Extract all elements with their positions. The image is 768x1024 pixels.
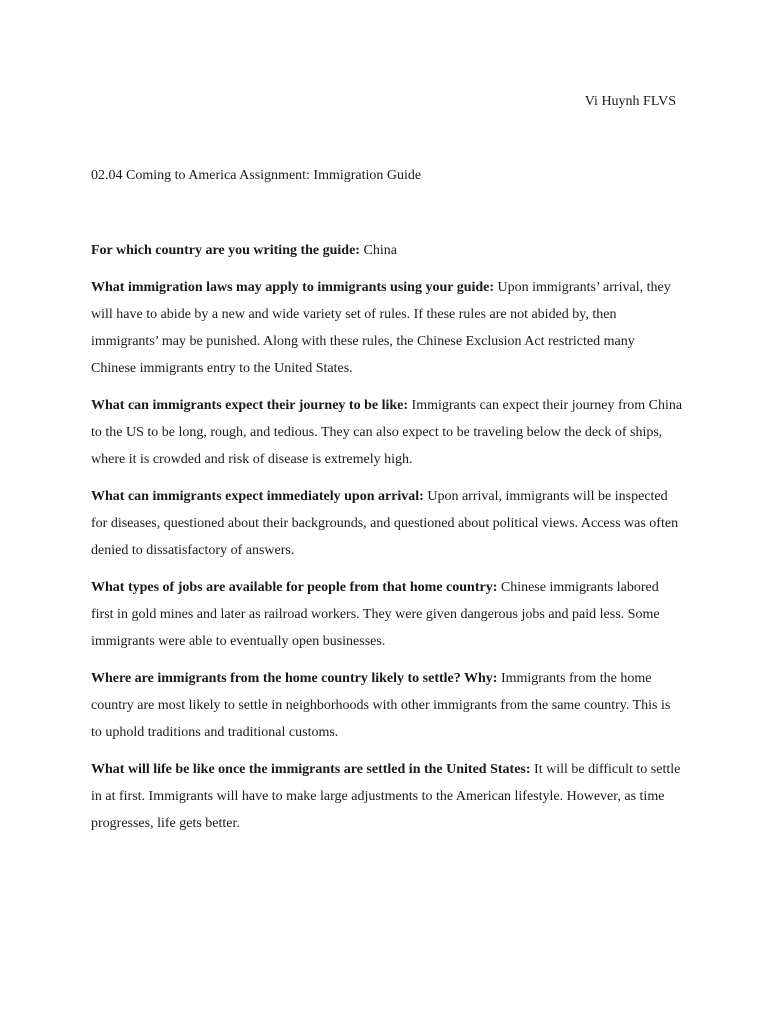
qa-country bbox=[91, 237, 683, 264]
question-text: What can immigrants expect their journey to be like: bbox=[91, 398, 409, 413]
question-text: Where are immigrants from the home country likely to settle? Why: bbox=[91, 671, 498, 686]
answer-text: Upon immigrants’ arrival, they will have to abide by a new and wide variety set of rules. If these rules are not abided by, then immigrants’ may be punished. Along with these rules, the Chinese Exclusion Act restricted many Chinese immigrants entry to the United States. bbox=[91, 280, 671, 376]
assignment-title: 02.04 Coming to America Assignment: Immigration Guide bbox=[91, 168, 422, 183]
qa-journey bbox=[91, 392, 683, 473]
qa-jobs bbox=[91, 574, 683, 655]
answer-text: Upon arrival, immigrants will be inspected for diseases, questioned about their backgrounds, and questioned about political views. Access was often denied to dissatisfactory of answers. bbox=[91, 489, 679, 558]
author-line: Vi Huynh FLVS bbox=[584, 94, 676, 109]
qa-settlement bbox=[91, 665, 683, 746]
answer-text: Immigrants can expect their journey from China to the US to be long, rough, and tedious. They can also expect to be traveling below the deck of ships, where it is crowded and risk of disease is extremely high. bbox=[91, 398, 683, 467]
qa-immigration-laws bbox=[91, 274, 683, 382]
qa-list bbox=[91, 237, 683, 847]
question-text: What immigration laws may apply to immigrants using your guide: bbox=[91, 280, 495, 295]
answer-text: Immigrants from the home country are most likely to settle in neighborhoods with other immigrants from the same country. This is to uphold traditions and traditional customs. bbox=[91, 671, 671, 740]
qa-arrival bbox=[91, 483, 683, 564]
question-text: What types of jobs are available for people from that home country: bbox=[91, 580, 498, 595]
qa-life-settled bbox=[91, 756, 683, 837]
question-text: What will life be like once the immigrants are settled in the United States: bbox=[91, 762, 531, 777]
question-text: What can immigrants expect immediately upon arrival: bbox=[91, 489, 424, 504]
question-text: For which country are you writing the guide: bbox=[91, 243, 360, 258]
answer-text: Chinese immigrants labored first in gold mines and later as railroad workers. They were given dangerous jobs and paid less. Some immigrants were able to eventually open businesses. bbox=[91, 580, 660, 649]
answer-text: China bbox=[363, 243, 397, 258]
answer-text: It will be difficult to settle in at first. Immigrants will have to make large adjustments to the American lifestyle. However, as time progresses, life gets better. bbox=[91, 762, 681, 831]
